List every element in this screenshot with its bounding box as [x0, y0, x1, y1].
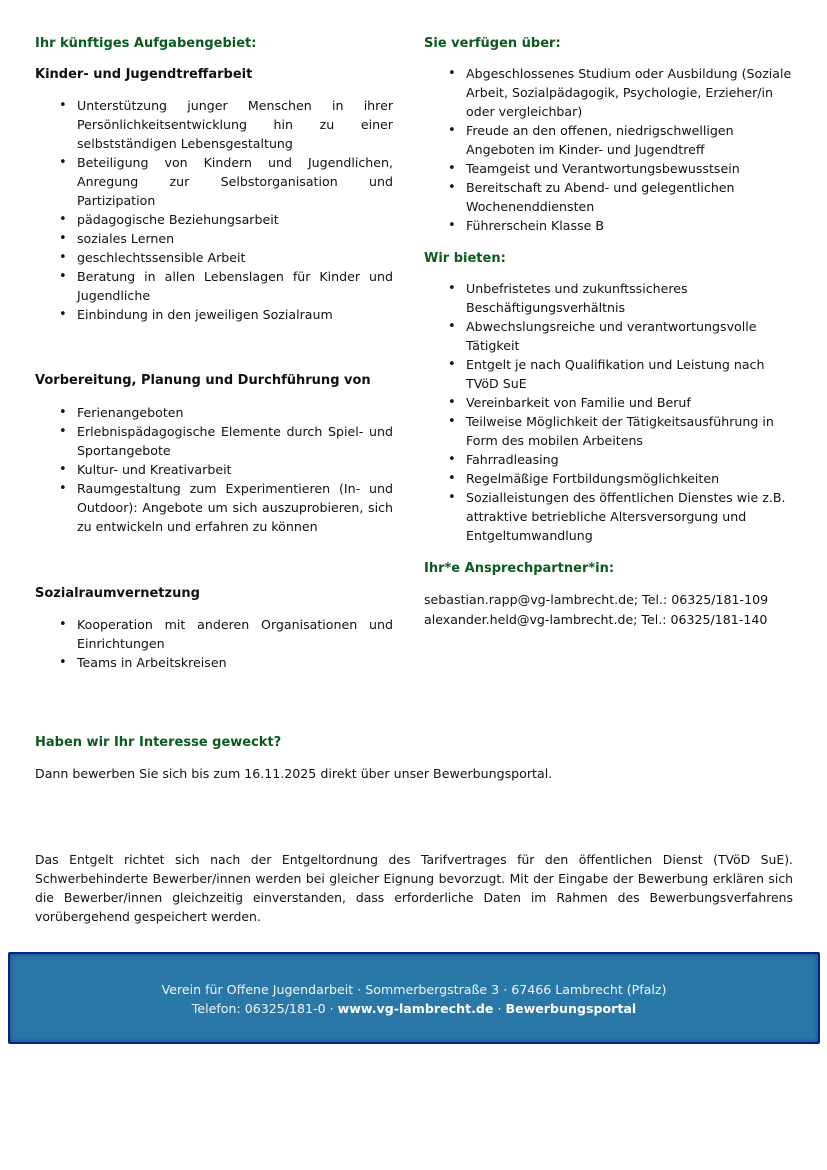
footer-separator: ·: [493, 1001, 506, 1016]
list-item: • Erlebnispädagogische Elemente durch Spiel- und Sportangebote: [35, 422, 393, 460]
list-item: • Kultur- und Kreativarbeit: [35, 460, 393, 479]
footer-contact-line: [10, 999, 818, 1018]
list-item: • Beratung in allen Lebenslagen für Kinder und Jugendliche: [35, 267, 393, 305]
list-item: • Bereitschaft zu Abend- und gelegentlichen Wochenenddiensten: [424, 178, 794, 216]
cta-heading: Haben wir Ihr Interesse geweckt?: [35, 735, 282, 750]
section-title-planung: Vorbereitung, Planung und Durchführung von: [35, 373, 371, 388]
contact-heading: Ihr*e Ansprechpartner*in:: [424, 561, 615, 576]
list-item: • Beteiligung von Kindern und Jugendlichen, Anregung zur Selbstorganisation und Partizipation: [35, 153, 393, 210]
list-item: • Fahrradleasing: [424, 450, 794, 469]
requirements-heading: Sie verfügen über:: [424, 36, 561, 51]
list-item: • Teilweise Möglichkeit der Tätigkeitsausführung in Form des mobilen Arbeitens: [424, 412, 794, 450]
list-item: • Freude an den offenen, niedrigschwelligen Angeboten im Kinder- und Jugendtreff: [424, 121, 794, 159]
list-item: • Unbefristetes und zukunftssicheres Beschäftigungsverhältnis: [424, 279, 794, 317]
profile-column: [424, 34, 794, 629]
list-item: • Sozialleistungen des öffentlichen Dienstes wie z.B. attraktive betriebliche Altersversorgung und Entgeltumwandlung: [424, 488, 794, 545]
call-to-action: [35, 733, 793, 783]
list-item: • Kooperation mit anderen Organisationen und Einrichtungen: [35, 615, 393, 653]
footer-address: Verein für Offene Jugendarbeit · Sommerbergstraße 3 · 67466 Lambrecht (Pfalz): [161, 982, 667, 997]
list-item: • Unterstützung junger Menschen in ihrer Persönlichkeitsentwicklung hin zu einer selbstständigen Lebensgestaltung: [35, 96, 393, 153]
list-item: • Raumgestaltung zum Experimentieren (In- und Outdoor): Angebote um sich auszuprobieren, sich zu entwickeln und erfahren zu können: [35, 479, 393, 536]
list-item: • Führerschein Klasse B: [424, 216, 794, 235]
sozialraum-list: [35, 615, 393, 672]
list-item: • Entgelt je nach Qualifikation und Leistung nach TVöD SuE: [424, 355, 794, 393]
footer-banner: [8, 952, 820, 1044]
tasks-heading: Ihr künftiges Aufgabengebiet:: [35, 36, 257, 51]
list-item: • Teams in Arbeitskreisen: [35, 653, 393, 672]
requirements-list: [424, 64, 794, 235]
footer-portal-link[interactable]: Bewerbungsportal: [505, 1001, 637, 1016]
offer-list: [424, 279, 794, 545]
section-title-jugendtreff: Kinder- und Jugendtreffarbeit: [35, 67, 253, 82]
list-item: • Abwechslungsreiche und verantwortungsvolle Tätigkeit: [424, 317, 794, 355]
tasks-column: [35, 34, 393, 672]
planung-list: [35, 403, 393, 536]
list-item: • Regelmäßige Fortbildungsmöglichkeiten: [424, 469, 794, 488]
list-item: • Vereinbarkeit von Familie und Beruf: [424, 393, 794, 412]
footer-phone: Telefon: 06325/181-0 ·: [191, 1001, 338, 1016]
list-item: • Abgeschlossenes Studium oder Ausbildung (Soziale Arbeit, Sozialpädagogik, Psychologie, Erzieher/in oder vergleichbar): [424, 64, 794, 121]
offer-heading: Wir bieten:: [424, 251, 506, 266]
list-item: • Ferienangeboten: [35, 403, 393, 422]
footer-website-link[interactable]: www.vg-lambrecht.de: [337, 1001, 494, 1016]
list-item: • pädagogische Beziehungsarbeit: [35, 210, 393, 229]
legal-notice: Das Entgelt richtet sich nach der Entgeltordnung des Tarifvertrages für den öffentlichen Dienst (TVöD SuE). Schwerbehinderte Bewerber/innen werden bei gleicher Eignung bevorzugt. Mit der Eingabe der Bewerbung erklären sich die Bewerber/innen gleichzeitig einverstanden, dass erforderliche Daten im Rahmen des Bewerbungsverfahrens vorübergehend gespeichert werden.: [35, 852, 793, 924]
cta-text: Dann bewerben Sie sich bis zum 16.11.2025 direkt über unser Bewerbungsportal.: [35, 766, 553, 781]
jugendtreff-list: [35, 96, 393, 324]
contact-line-held[interactable]: alexander.held@vg-lambrecht.de; Tel.: 06325/181-140: [424, 611, 768, 627]
list-item: • geschlechtssensible Arbeit: [35, 248, 393, 267]
list-item: • Einbindung in den jeweiligen Sozialraum: [35, 305, 393, 324]
list-item: • soziales Lernen: [35, 229, 393, 248]
section-title-sozialraum: Sozialraumvernetzung: [35, 586, 200, 601]
list-item: • Teamgeist und Verantwortungsbewusstsein: [424, 159, 794, 178]
contact-line-rapp[interactable]: sebastian.rapp@vg-lambrecht.de; Tel.: 06325/181-109: [424, 592, 769, 607]
